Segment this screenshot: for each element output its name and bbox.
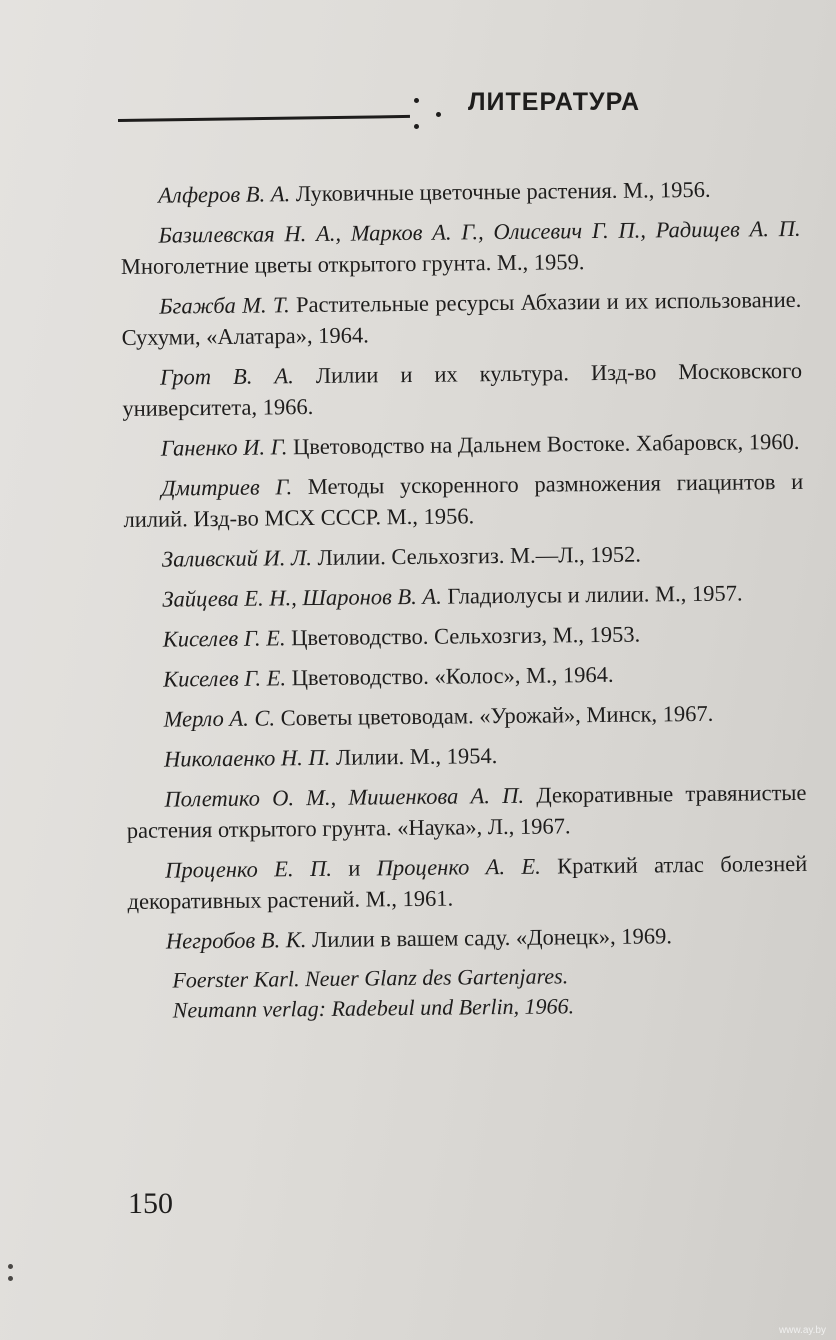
bibliography-entry: [120, 213, 801, 282]
entry-author: Мерло А. С.: [163, 705, 276, 732]
entry-author: Киселев Г. Е.: [163, 665, 287, 692]
entry-text: Методы ускоренного размножения гиацинтов и лилий. Изд-во МСХ СССР. М., 1956.: [123, 468, 804, 532]
bibliography-entry: [123, 426, 803, 464]
watermark: www.ay.by: [778, 1325, 826, 1336]
bibliography-entry: [122, 355, 803, 424]
bibliography-entry: [120, 173, 800, 211]
bibliography-list: [120, 173, 809, 1026]
bibliography-entry: [121, 284, 802, 353]
entry-text: Цветоводство на Дальнем Востоке. Хабаровск, 1960.: [287, 428, 800, 460]
entry-text: и: [331, 855, 377, 881]
entry-author: Полетико О. М., Мишенкова А. П.: [164, 782, 525, 812]
entry-author: Базилевская Н. А., Марков А. Г., Олисевич Г. П., Радищев А. П.: [158, 215, 801, 248]
entry-text: Луковичные цветочные растения. М., 1956.: [290, 176, 711, 207]
entry-author: Киселев Г. Е.: [162, 625, 286, 652]
entry-text: Лилии. М., 1954.: [330, 743, 498, 770]
entry-text-continued: Краткий атлас болезней декоративных растений. М., 1961.: [127, 850, 808, 914]
entry-author: Алферов В. А.: [158, 181, 291, 208]
entry-text: Декоративные травянистые растения открытого грунта. «Наука», Л., 1967.: [126, 779, 807, 843]
entry-text: Гладиолусы и лилии. М., 1957.: [441, 580, 743, 609]
entry-text: Лилии и их культура. Изд-во Московского университета, 1966.: [122, 357, 803, 421]
header-dot: [436, 112, 441, 117]
entry-author: Проценко Е. П.: [165, 855, 332, 883]
entry-text: Цветоводство. «Колос», М., 1964.: [285, 661, 614, 691]
entry-author-second: Проценко А. Е.: [376, 853, 541, 881]
header-rule: [118, 115, 410, 122]
entry-text: Лилии в вашем саду. «Донецк», 1969.: [306, 923, 673, 953]
bibliography-entry: [126, 737, 806, 775]
section-title: ЛИТЕРАТУРА: [468, 88, 641, 116]
section-header: [118, 86, 678, 130]
bibliography-entry: [124, 537, 804, 575]
entry-text: Лилии. Сельхозгиз. М.—Л., 1952.: [311, 541, 642, 571]
entry-author: Грот В. А.: [159, 363, 294, 390]
binding-hole-marks: [8, 1262, 14, 1288]
bibliography-entry: [128, 919, 808, 957]
entry-text: Растительные ресурсы Абхазии и их использование. Сухуми, «Алатара», 1964.: [121, 286, 802, 350]
bibliography-entry: [124, 577, 804, 615]
foreign-bibliography-entry: [172, 959, 809, 1026]
entry-author: Зайцева Е. Н., Шаронов В. А.: [162, 583, 442, 612]
entry-author: Ганенко И. Г.: [160, 434, 288, 461]
entry-author: Бгажба М. Т.: [159, 292, 290, 319]
entry-author: Николаенко Н. П.: [163, 744, 331, 772]
bibliography-entry: [125, 697, 805, 735]
entry-author: Заливский И. Л.: [161, 545, 313, 572]
bibliography-entry: [125, 617, 805, 655]
bibliography-entry: [125, 657, 805, 695]
foreign-entry-line-1: Foerster Karl. Neuer Glanz des Gartenjares.: [172, 963, 569, 993]
bibliography-entry: [126, 777, 807, 846]
page-number: 150: [128, 1187, 173, 1220]
header-colon-mark: [414, 92, 422, 132]
foreign-entry-line-2: Neumann verlag: Radebeul und Berlin, 1966.: [172, 993, 575, 1023]
entry-author: Негробов В. К.: [165, 927, 307, 954]
bibliography-entry: [127, 848, 808, 917]
entry-text: Многолетние цветы открытого грунта. М., 1959.: [120, 249, 585, 279]
entry-text: Советы цветоводам. «Урожай», Минск, 1967.: [274, 700, 714, 731]
bibliography-entry: [123, 466, 804, 535]
entry-author: Дмитриев Г.: [161, 474, 293, 501]
entry-text: Цветоводство. Сельхозгиз, М., 1953.: [285, 621, 641, 651]
